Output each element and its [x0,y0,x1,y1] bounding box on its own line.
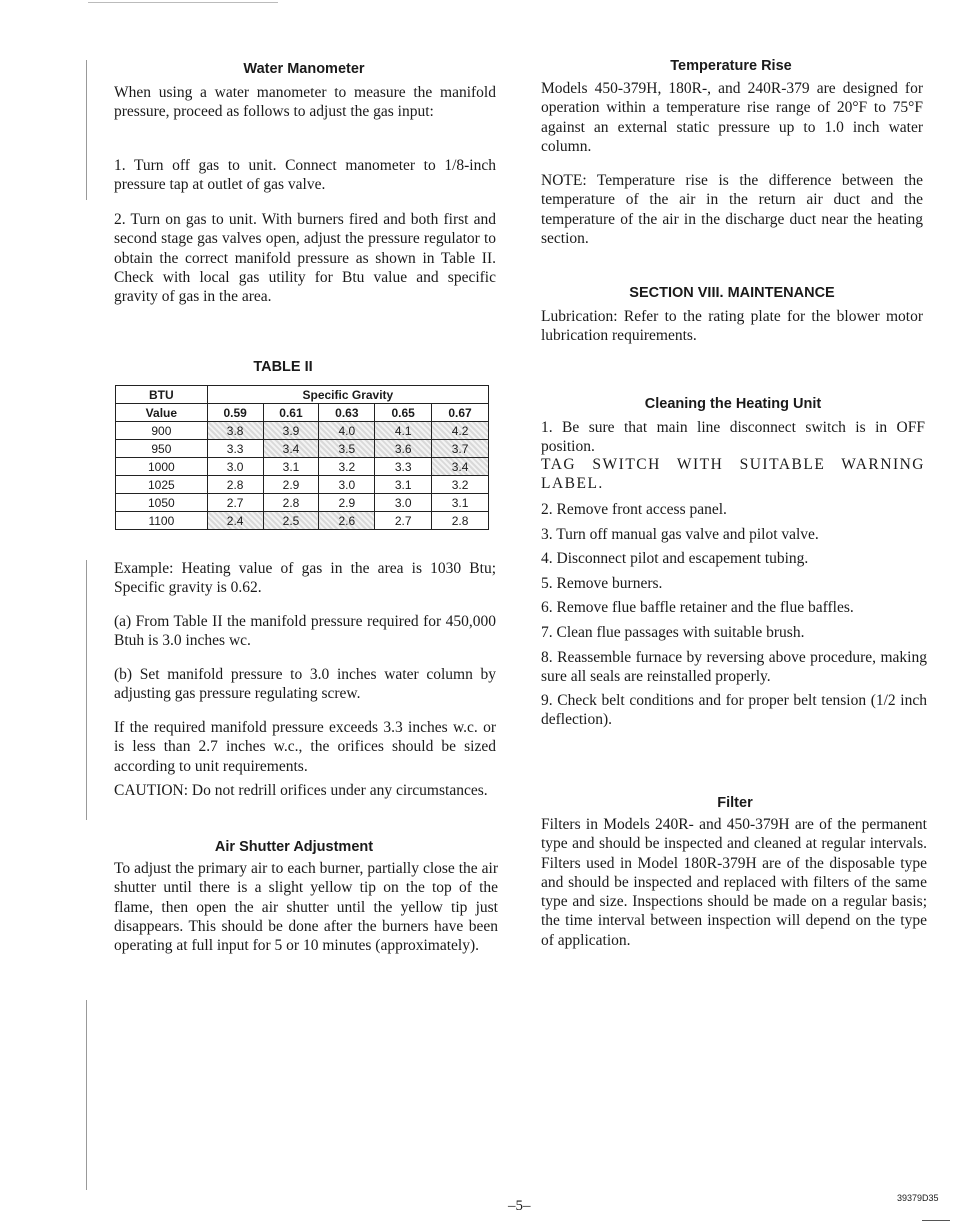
air-shutter-paragraph: To adjust the primary air to each burner, partially close the air shutter until there is a slight yellow tip on the top of the flame, then open the air shutter until the yellow tip just disappears. This should be done after the burners have been operating at full input for 5 or 10 minutes (approximately). [114,860,498,955]
cleaning-heading: Cleaning the Heating Unit [644,396,822,412]
example-b-paragraph: (b) Set manifold pressure to 3.0 inches water column by adjusting gas pressure regulating screw. [114,666,496,703]
pressure-cell: 3.0 [375,494,432,512]
pressure-cell: 4.2 [432,422,489,440]
cleaning-step: 3. Turn off manual gas valve and pilot valve. [541,526,819,543]
pressure-cell: 3.5 [319,440,375,458]
pressure-cell: 2.6 [319,512,375,530]
temperature-rise-heading: Temperature Rise [670,58,792,74]
margin-rule [86,560,87,820]
air-shutter-heading: Air Shutter Adjustment [214,839,374,855]
pressure-cell: 3.3 [375,458,432,476]
margin-rule [86,60,87,200]
table-row [116,440,489,458]
pressure-cell: 2.7 [207,494,263,512]
table-body [116,422,489,530]
pressure-cell: 3.1 [432,494,489,512]
pressure-cell: 3.9 [263,422,319,440]
step-2-paragraph: 2. Turn on gas to unit. With burners fired and both first and second stage gas valves open, adjust the pressure regulator to obtain the correct manifold pressure as shown in Table II. Check with local gas utility for Btu value and specific gravity of gas in the area. [114,211,496,306]
btu-cell: 900 [116,422,208,440]
caution-paragraph: CAUTION: Do not redrill orifices under any circumstances. [114,782,488,799]
gas-pressure-table [115,385,489,530]
pressure-cell: 3.6 [375,440,432,458]
btu-cell: 1025 [116,476,208,494]
cleaning-step: 2. Remove front access panel. [541,501,727,518]
pressure-cell: 2.9 [319,494,375,512]
table-title: TABLE II [253,359,313,375]
table-row [116,422,489,440]
btu-cell: 950 [116,440,208,458]
cleaning-step: 9. Check belt conditions and for proper belt tension (1/2 inch deflection). [541,692,927,728]
cleaning-step-1: 1. Be sure that main line disconnect switch is in OFF position. [541,419,925,455]
column-header: 0.67 [432,404,489,422]
table-row [116,512,489,530]
pressure-cell: 3.4 [432,458,489,476]
example-a-paragraph: (a) From Table II the manifold pressure required for 450,000 Btuh is 3.0 inches wc. [114,613,496,650]
btu-header: BTU [116,386,208,404]
lubrication-paragraph: Lubrication: Refer to the rating plate for the blower motor lubrication requirements. [541,308,923,345]
btu-cell: 1000 [116,458,208,476]
column-header: 0.59 [207,404,263,422]
pressure-cell: 2.5 [263,512,319,530]
document-code: 39379D35 [897,1193,939,1203]
column-header: 0.63 [319,404,375,422]
exceeds-paragraph: If the required manifold pressure exceeds 3.3 inches w.c. or is less than 2.7 inches w.c., the orifices should be sized according to unit requirements. [114,719,496,775]
filter-paragraph: Filters in Models 240R- and 450-379H are of the permanent type and should be inspected and cleaned at regular intervals. Filters used in Model 180R-379H are of the disposable type and should be inspected and replaced with filters of the same type and size. Inspections should be made on a regular basis; the time interval between inspection will depend on the type of application. [541,816,927,949]
cleaning-step: 4. Disconnect pilot and escapement tubing. [541,550,809,567]
filter-heading: Filter [717,795,753,811]
column-header: 0.65 [375,404,432,422]
tag-switch-warning: TAG SWITCH WITH SUITABLE WARNING LABEL. [541,456,925,492]
pressure-cell: 2.8 [263,494,319,512]
table-row [116,494,489,512]
pressure-cell: 2.4 [207,512,263,530]
pressure-cell: 4.0 [319,422,375,440]
pressure-cell: 3.7 [432,440,489,458]
note-paragraph: NOTE: Temperature rise is the difference between the temperature of the air in the return air duct and the temperature of the air in the discharge duct near the heating section. [541,172,923,247]
pressure-cell: 2.8 [207,476,263,494]
pressure-cell: 3.4 [263,440,319,458]
page-number: –5– [508,1198,531,1214]
pressure-cell: 2.8 [432,512,489,530]
cleaning-step: 8. Reassemble furnace by reversing above procedure, making sure all seals are reinstalled properly. [541,649,927,685]
pressure-cell: 3.1 [263,458,319,476]
pressure-cell: 3.1 [375,476,432,494]
cleaning-step: 7. Clean flue passages with suitable brush. [541,624,805,641]
pressure-cell: 3.8 [207,422,263,440]
margin-rule [86,1000,87,1190]
btu-cell: 1050 [116,494,208,512]
table-row [116,476,489,494]
water-intro-paragraph: When using a water manometer to measure the manifold pressure, proceed as follows to adjust the gas input: [114,84,496,121]
maintenance-section-heading: SECTION VIII. MAINTENANCE [629,285,835,301]
pressure-cell: 3.0 [319,476,375,494]
pressure-cell: 2.7 [375,512,432,530]
pressure-cell: 2.9 [263,476,319,494]
pressure-cell: 4.1 [375,422,432,440]
value-header: Value [116,404,208,422]
water-manometer-heading: Water Manometer [243,61,365,77]
step-1-paragraph: 1. Turn off gas to unit. Connect manometer to 1/8-inch pressure tap at outlet of gas valve. [114,157,496,194]
cleaning-step: 6. Remove flue baffle retainer and the flue baffles. [541,599,854,616]
temperature-rise-paragraph: Models 450-379H, 180R-, and 240R-379 are designed for operation within a temperature rise range of 20°F to 75°F against an external static pressure up to 1.0 inch water column. [541,80,923,155]
example-paragraph: Example: Heating value of gas in the area is 1030 Btu; Specific gravity is 0.62. [114,560,496,597]
column-header: 0.61 [263,404,319,422]
specific-gravity-header: Specific Gravity [207,386,488,404]
footer-rule [922,1220,950,1221]
pressure-cell: 3.2 [319,458,375,476]
pressure-cell: 3.2 [432,476,489,494]
pressure-cell: 3.3 [207,440,263,458]
btu-cell: 1100 [116,512,208,530]
pressure-cell: 3.0 [207,458,263,476]
cleaning-step: 5. Remove burners. [541,575,663,592]
table-row [116,458,489,476]
top-rule [88,2,278,3]
